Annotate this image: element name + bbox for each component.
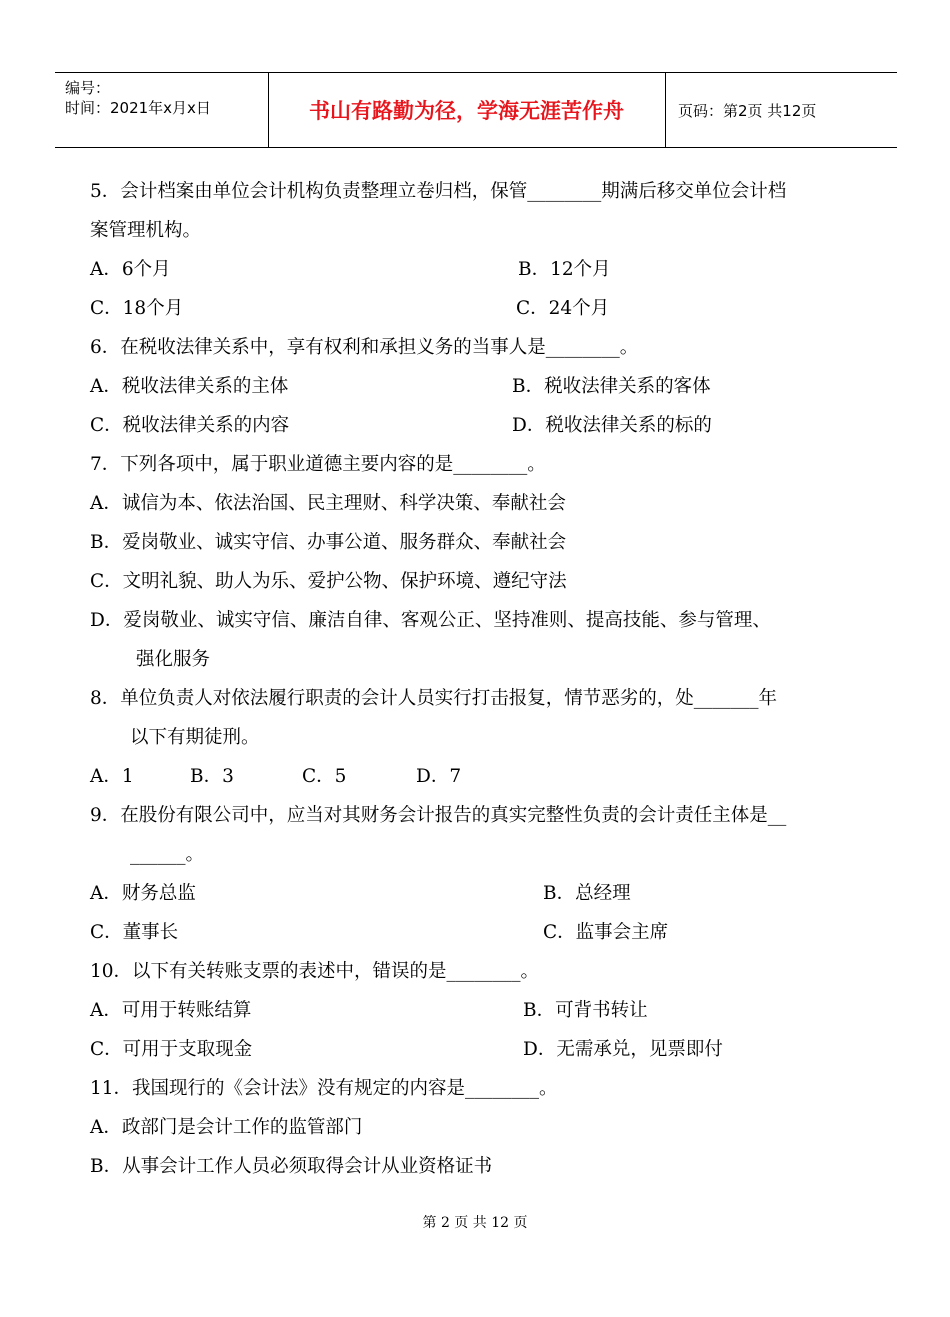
text-line: 强化服务 [136, 649, 211, 670]
page-footer: 第 2 页 共 12 页 [422, 1215, 528, 1231]
text-line: D．爱岗敬业、诚实守信、廉洁自律、客观公正、坚持准则、提高技能、参与管理、 [90, 610, 771, 631]
text-line: B．12个月 [518, 259, 611, 280]
text-line: B．从事会计工作人员必须取得会计从业资格证书 [90, 1156, 493, 1177]
text-line: A．6个月 [90, 259, 171, 280]
page-header [55, 72, 897, 148]
text-line: 7．下列各项中，属于职业道德主要内容的是________。 [90, 454, 546, 475]
text-line: B．可背书转让 [523, 1000, 648, 1021]
text-line: 案管理机构。 [90, 220, 202, 241]
text-line: A．1 [90, 766, 134, 787]
time-label: 时间：2021年x月x日 [65, 99, 211, 117]
text-line: 以下有期徒刑。 [130, 727, 260, 748]
text-line: C．24个月 [516, 298, 610, 319]
text-line: C．文明礼貌、助人为乐、爱护公物、保护环境、遵纪守法 [90, 571, 567, 592]
text-line: A．政部门是会计工作的监管部门 [90, 1117, 363, 1138]
text-line: B．税收法律关系的客体 [512, 376, 711, 397]
text-line: C．税收法律关系的内容 [90, 415, 290, 436]
text-line: B．3 [190, 766, 234, 787]
text-line: B．爱岗敬业、诚实守信、办事公道、服务群众、奉献社会 [90, 532, 567, 553]
text-line: 8．单位负责人对依法履行职责的会计人员实行打击报复，情节恶劣的，处_______年 [90, 688, 778, 709]
number-label: 编号： [65, 79, 111, 97]
text-line: A．可用于转账结算 [90, 1000, 252, 1021]
text-line: A．财务总监 [90, 883, 196, 904]
text-line: D．税收法律关系的标的 [512, 415, 712, 436]
header-page-info: 页码：第2页 共12页 [678, 101, 817, 120]
text-line: 10．以下有关转账支票的表述中，错误的是________。 [90, 961, 540, 982]
text-line: C．5 [302, 766, 347, 787]
text-line: C．18个月 [90, 298, 184, 319]
text-line: D．7 [416, 766, 462, 787]
text-line: 9．在股份有限公司中，应当对其财务会计报告的真实完整性负责的会计责任主体是__ [90, 805, 787, 826]
text-line: A．税收法律关系的主体 [90, 376, 289, 397]
text-line: 6．在税收法律关系中，享有权利和承担义务的当事人是________。 [90, 337, 639, 358]
text-line: 5．会计档案由单位会计机构负责整理立卷归档，保管________期满后移交单位会计档 [90, 181, 787, 202]
text-line: B．总经理 [543, 883, 631, 904]
header-motto: 书山有路勤为径，学海无涯苦作舟 [309, 99, 624, 123]
text-line: C．监事会主席 [543, 922, 669, 943]
text-line: D．无需承兑，见票即付 [523, 1039, 723, 1060]
text-line: C．董事长 [90, 922, 179, 943]
text-line: C．可用于支取现金 [90, 1039, 253, 1060]
text-line: 11．我国现行的《会计法》没有规定的内容是________。 [90, 1078, 558, 1099]
header-meta [55, 73, 268, 147]
text-line: A．诚信为本、依法治国、民主理财、科学决策、奉献社会 [90, 493, 566, 514]
text-line: ______。 [130, 844, 205, 865]
